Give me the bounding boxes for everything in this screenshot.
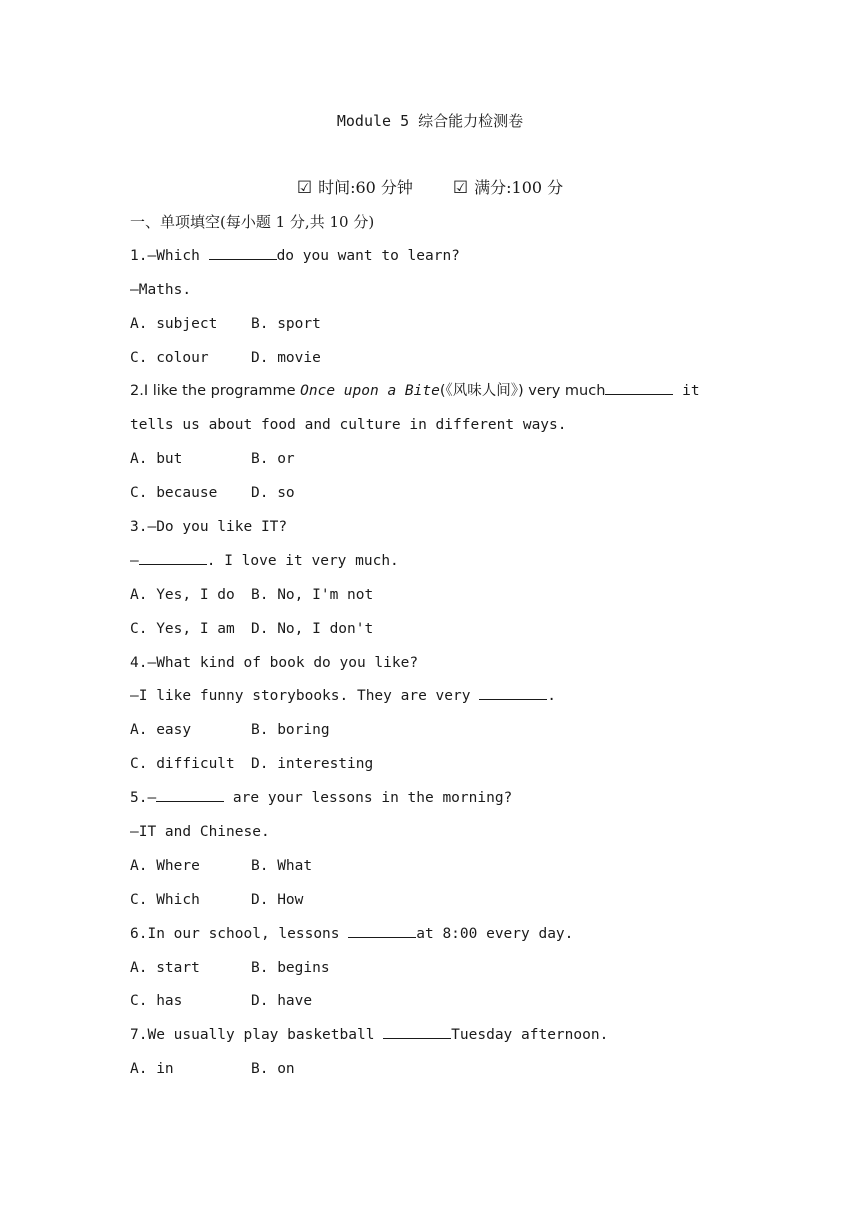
section-heading: 一、单项填空(每小题 1 分,共 10 分) [130,213,375,231]
question-list [130,209,750,1090]
option-a: A. start [130,959,200,976]
option-d: D. How [251,891,304,908]
option-b: B. sport [251,315,321,332]
question-1-answer: —Maths. [130,281,192,298]
option-c: C. Which [130,891,200,908]
question-3-options-ab [130,582,750,616]
option-b: B. What [251,857,313,874]
option-c: C. Yes, I am [130,620,235,637]
question-6-options-cd [130,988,750,1022]
question-2-options-cd [130,480,750,514]
answer-blank [209,244,277,260]
option-c: C. has [130,993,183,1010]
page-title: Module 5 综合能力检测卷 [336,112,524,130]
option-c: C. because [130,485,218,502]
question-3-stem: 3.—Do you like IT? [130,519,288,536]
answer-blank [479,684,547,700]
question-5-options-ab [130,853,750,887]
question-5-answer: —IT and Chinese. [130,824,270,841]
question-4-stem: 4.—What kind of book do you like? [130,654,419,671]
question-4-options-cd [130,751,750,785]
option-d: D. so [251,485,295,502]
option-c: C. difficult [130,756,235,773]
question-2-stem-line2: tells us about food and culture in different ways. [130,417,567,434]
question-7-options-ab [130,1056,750,1090]
option-a: A. in [130,1061,174,1078]
option-d: D. have [251,993,313,1010]
option-b: B. boring [251,722,330,739]
time-limit: 时间:60 分钟 [318,178,413,197]
option-b: B. or [251,451,295,468]
option-a: A. Where [130,857,200,874]
answer-blank [383,1023,451,1039]
option-d: D. interesting [251,756,374,773]
question-5-stem: 5.— are your lessons in the morning? [130,785,750,819]
checkbox-checked-icon: ☑ [296,178,313,198]
option-a: A. easy [130,722,192,739]
question-4-answer: —I like funny storybooks. They are very . [130,683,750,717]
question-3-options-cd [130,616,750,650]
option-d: D. movie [251,349,321,366]
option-b: B. No, I'm not [251,586,374,603]
question-4-options-ab [130,717,750,751]
option-b: B. on [251,1061,295,1078]
full-score: 满分:100 分 [474,178,564,197]
option-a: A. subject [130,315,218,332]
answer-blank [156,786,224,802]
checkbox-checked-icon: ☑ [452,178,469,198]
question-1-options-cd [130,345,750,379]
option-a: A. Yes, I do [130,586,235,603]
option-b: B. begins [251,959,330,976]
question-1-stem: 1.—Which do you want to learn? [130,243,750,277]
answer-blank [139,549,207,565]
exam-meta [0,175,860,201]
question-2-options-ab [130,446,750,480]
answer-blank [605,379,673,395]
answer-blank [348,922,416,938]
question-5-options-cd [130,887,750,921]
option-d: D. No, I don't [251,620,374,637]
question-7-stem: 7.We usually play basketball Tuesday afternoon. [130,1022,750,1056]
question-3-answer: — . I love it very much. [130,548,750,582]
question-6-options-ab [130,955,750,989]
question-6-stem: 6.In our school, lessons at 8:00 every day. [130,921,750,955]
question-1-options-ab [130,311,750,345]
question-2-stem: 2.I like the programme Once upon a Bite(《风味人间》) very much it [130,378,750,412]
option-c: C. colour [130,349,209,366]
option-a: A. but [130,451,183,468]
